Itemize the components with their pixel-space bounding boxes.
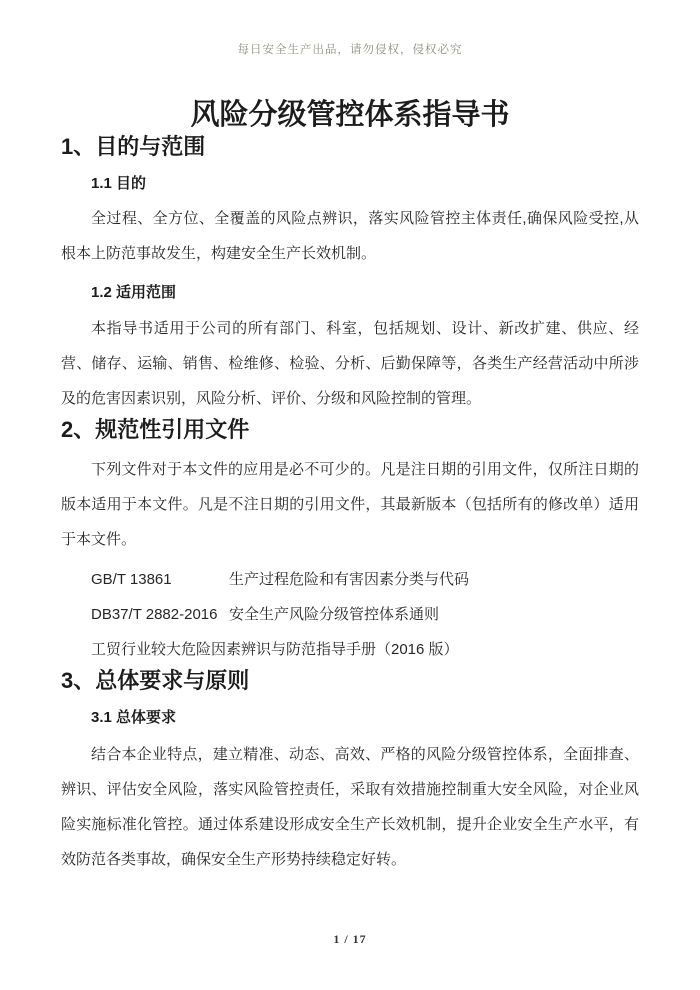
- section-1-2-subheading: 1.2 适用范围: [91, 284, 177, 301]
- reference-title: 安全生产风险分级管控体系通则: [229, 606, 440, 623]
- document-title: 风险分级管控体系指导书: [190, 99, 510, 131]
- section-2-heading: 2、规范性引用文件: [61, 417, 250, 442]
- reference-title: 生产过程危险和有害因素分类与代码: [229, 571, 470, 588]
- section-3-1-subheading: 3.1 总体要求: [91, 709, 177, 726]
- reference-item: [91, 632, 639, 667]
- reference-list: [91, 562, 639, 667]
- page-number-indicator: 1 / 17: [333, 932, 367, 946]
- reference-item: [91, 562, 639, 597]
- reference-item: [91, 597, 639, 632]
- section-1-heading: 1、目的与范围: [61, 134, 206, 159]
- reference-code: DB37/T 2882-2016: [91, 606, 218, 623]
- section-3-heading: 3、总体要求与原则: [61, 668, 250, 693]
- reference-code: GB/T 13861: [91, 571, 172, 588]
- page-header-note: 每日安全生产出品，请勿侵权，侵权必究: [237, 44, 463, 56]
- section-1-1-subheading: 1.1 目的: [91, 175, 147, 192]
- section-1-1-paragraph: 全过程、全方位、全覆盖的风险点辨识，落实风险管控主体责任,确保风险受控,从根本上防范事故发生，构建安全生产长效机制。: [61, 210, 639, 262]
- reference-title: 工贸行业较大危险因素辨识与防范指导手册（2016 版）: [91, 641, 459, 658]
- section-3-1-paragraph: 结合本企业特点，建立精准、动态、高效、严格的风险分级管控体系，全面排查、辨识、评估安全风险，落实风险管控责任，采取有效措施控制重大安全风险，对企业风险实施标准化管控。通过体系建设形成安全生产长效机制，提升企业安全生产水平，有效防范各类事故，确保安全生产形势持续稳定好转。: [61, 746, 639, 868]
- section-2-paragraph: 下列文件对于本文件的应用是必不可少的。凡是注日期的引用文件，仅所注日期的版本适用于本文件。凡是不注日期的引用文件，其最新版本（包括所有的修改单）适用于本文件。: [61, 461, 639, 548]
- section-1-2-paragraph: 本指导书适用于公司的所有部门、科室，包括规划、设计、新改扩建、供应、经营、储存、运输、销售、检维修、检验、分析、后勤保障等，各类生产经营活动中所涉及的危害因素识别，风险分析、评价、分级和风险控制的管理。: [61, 320, 639, 407]
